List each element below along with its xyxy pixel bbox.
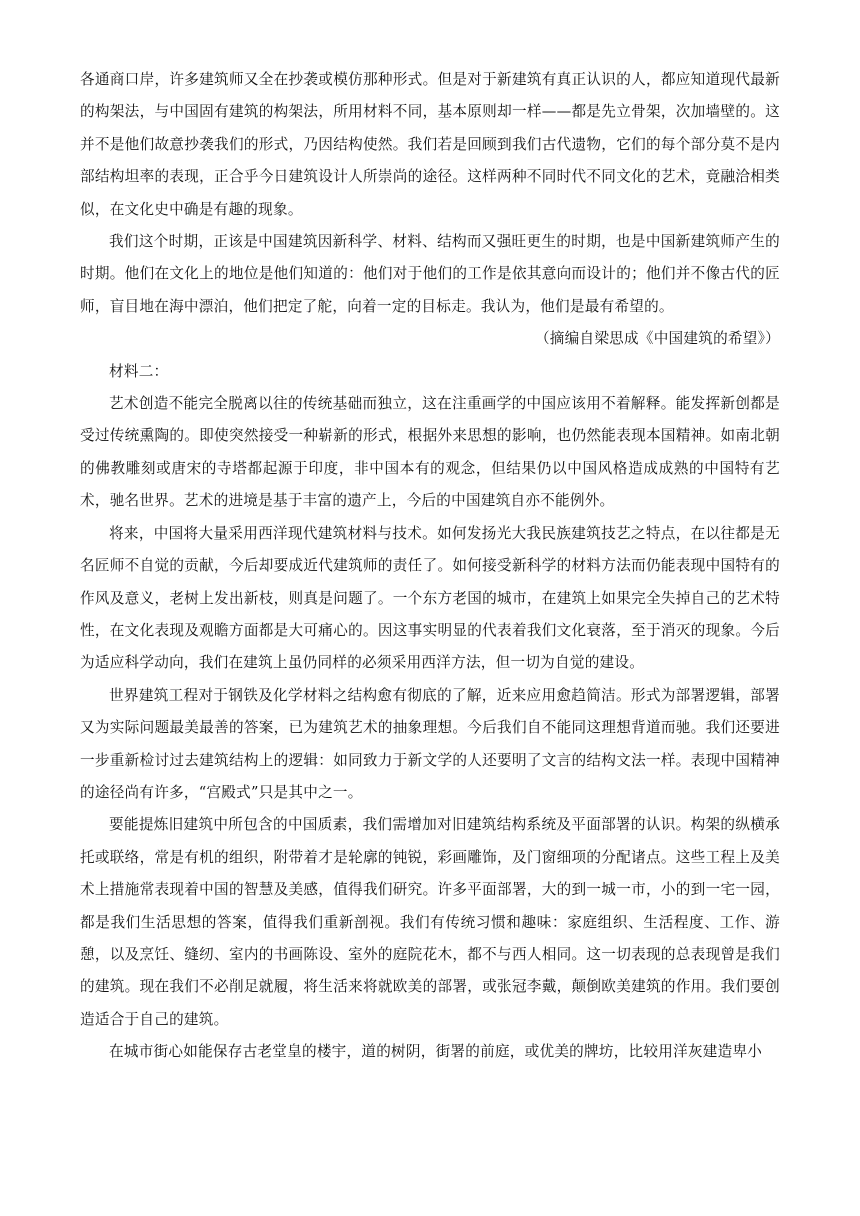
paragraph-3: 艺术创造不能完全脱离以往的传统基础而独立，这在注重画学的中国应该用不着解释。能发挥新创都是受过传统熏陶的。即使突然接受一种崭新的形式，根据外来思想的影响，也仍然能表现本国精神。如南北朝的佛教雕刻或唐宋的寺塔都起源于印度，非中国本有的观念，但结果仍以中国风格造成成熟的中国特有艺术，驰名世界。艺术的进境是基于丰富的遗产上，今后的中国建筑自亦不能例外。 bbox=[80, 395, 780, 510]
section-heading-material-2: 材料二： bbox=[109, 362, 169, 380]
document-page bbox=[80, 64, 780, 1069]
paragraph-2: 我们这个时期，正该是中国建筑因新科学、材料、结构而又强旺更生的时期，也是中国新建筑师产生的时期。他们在文化上的地位是他们知道的：他们对于他们的工作是依其意向而设计的；他们并不像古代的匠师，盲目地在海中漂泊，他们把定了舵，向着一定的目标走。我认为，他们是最有希望的。 bbox=[80, 233, 780, 315]
paragraph-1: 各通商口岸，许多建筑师又全在抄袭或模仿那种形式。但是对于新建筑有真正认识的人，都应知道现代最新的构架法，与中国固有建筑的构架法，所用材料不同，基本原则却一样——都是先立骨架，次加墙壁的。这并不是他们故意抄袭我们的形式，乃因结构使然。我们若是回顾到我们古代遗物，它们的每个部分莫不是内部结构坦率的表现，正合乎今日建筑设计人所崇尚的途径。这样两种不同时代不同文化的艺术，竟融洽相类似，在文化史中确是有趣的现象。 bbox=[80, 71, 780, 218]
source-citation: （摘编自梁思成《中国建筑的希望》） bbox=[534, 330, 780, 348]
paragraph-4: 将来，中国将大量采用西洋现代建筑材料与技术。如何发扬光大我民族建筑技艺之特点，在以往都是无名匠师不自觉的贡献，今后却要成近代建筑师的责任了。如何接受新科学的材料方法而仍能表现中国特有的作风及意义，老树上发出新枝，则真是问题了。一个东方老国的城市，在建筑上如果完全失掉自己的艺术特性，在文化表现及观瞻方面都是大可痛心的。因这事实明显的代表着我们文化衰落，至于消灭的现象。今后为适应科学动向，我们在建筑上虽仍同样的必须采用西洋方法，但一切为自觉的建设。 bbox=[80, 524, 780, 672]
paragraph-7: 在城市街心如能保存古老堂皇的楼宇，道的树阴，街署的前庭，或优美的牌坊，比较用洋灰建造卑小 bbox=[109, 1043, 763, 1061]
paragraph-5: 世界建筑工程对于钢铁及化学材料之结构愈有彻底的了解，近来应用愈趋简洁。形式为部署逻辑，部署又为实际问题最美最善的答案，已为建筑艺术的抽象理想。今后我们自不能同这理想背道而驰。我们还要进一步重新检讨过去建筑结构上的逻辑：如同致力于新文学的人还要明了文言的结构文法一样。表现中国精神的途径尚有许多，“宫殿式”只是其中之一。 bbox=[80, 686, 780, 801]
paragraph-6: 要能提炼旧建筑中所包含的中国质素，我们需增加对旧建筑结构系统及平面部署的认识。构架的纵横承托或联络，常是有机的组织，附带着才是轮廓的钝锐，彩画雕饰，及门窗细项的分配诸点。这些工程上及美术上措施常表现着中国的智慧及美感，值得我们研究。许多平面部署，大的到一城一市，小的到一宅一园，都是我们生活思想的答案，值得我们重新剖视。我们有传统习惯和趣味：家庭组织、生活程度、工作、游憩，以及烹饪、缝纫、室内的书画陈设、室外的庭院花木，都不与西人相同。这一切表现的总表现曾是我们的建筑。现在我们不必削足就履，将生活来将就欧美的部署，或张冠李戴，颠倒欧美建筑的作用。我们要创造适合于自己的建筑。 bbox=[80, 816, 780, 1028]
